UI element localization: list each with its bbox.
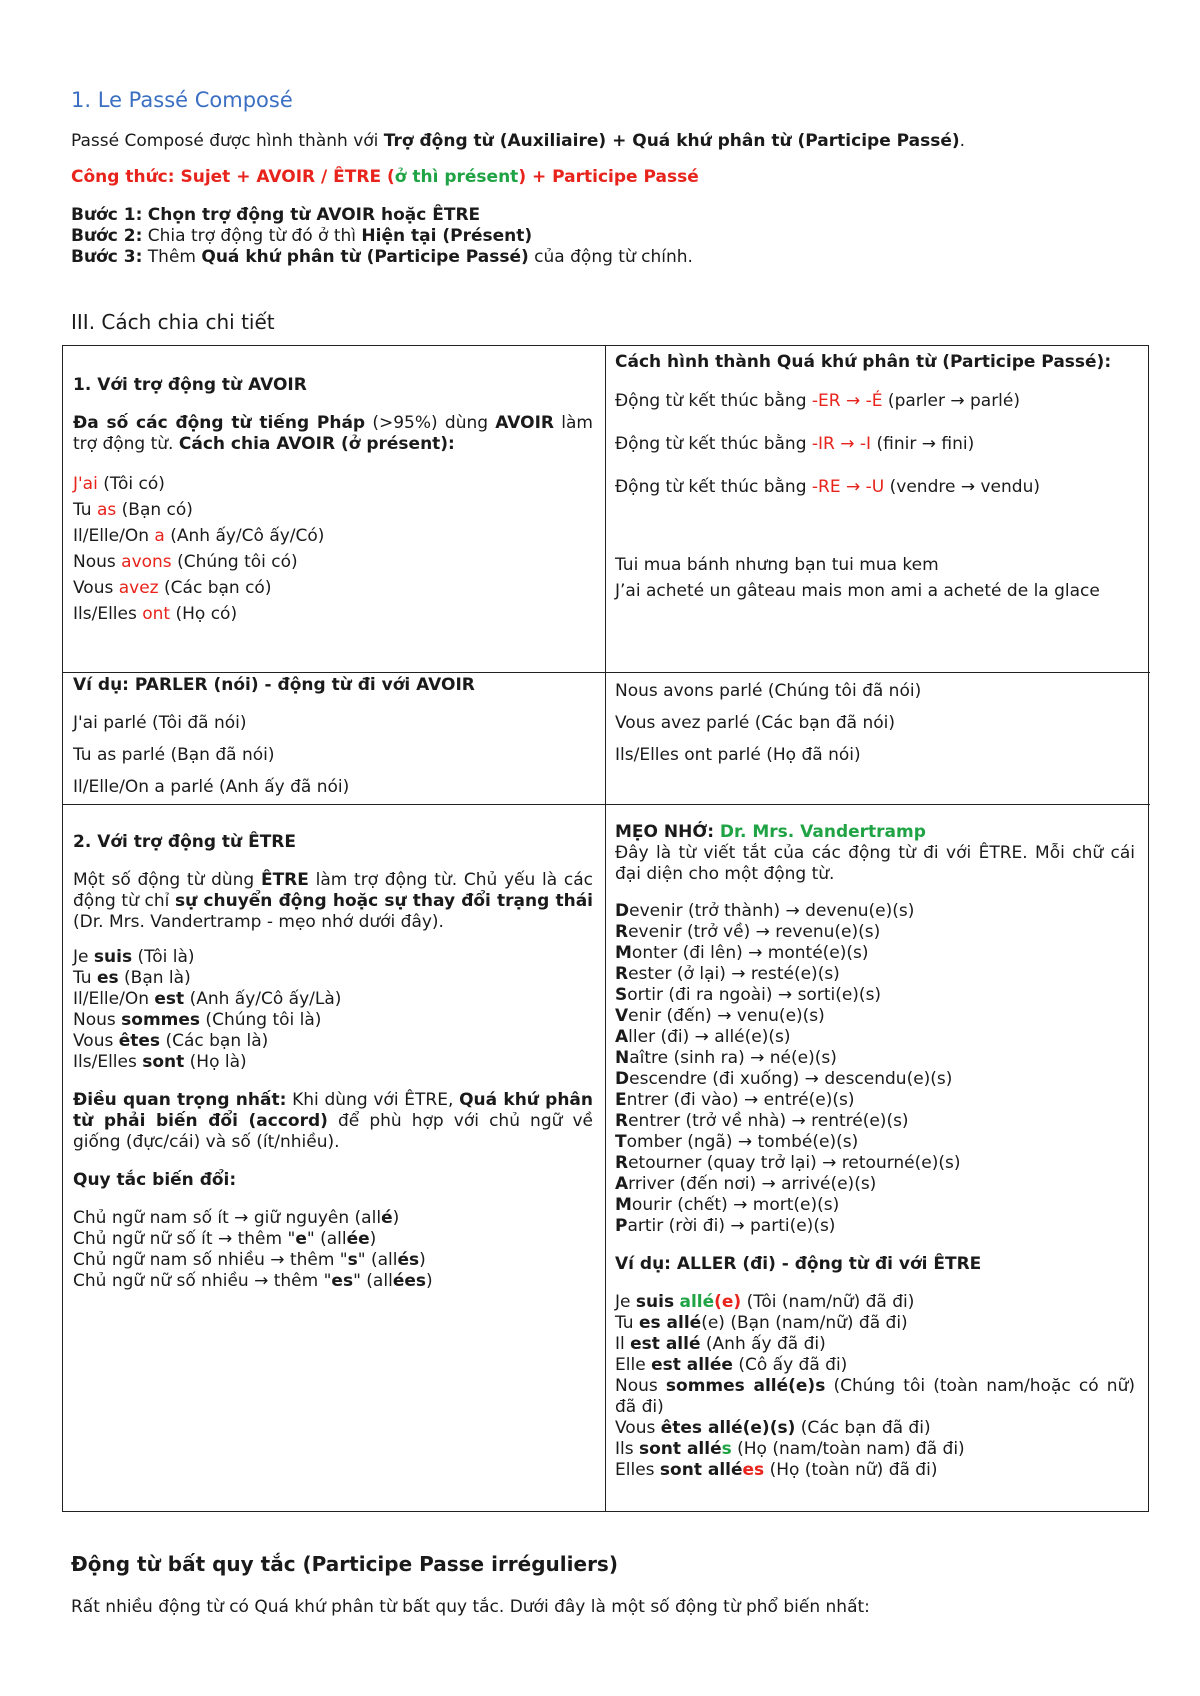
conj-subject: Il/Elle/On <box>73 526 155 546</box>
conj-translation: (Tôi là) <box>132 947 195 967</box>
participle-cell <box>615 352 1135 604</box>
aller-agreement: s <box>721 1439 732 1459</box>
etre-heading: 2. Với trợ động từ ÊTRE <box>73 832 296 852</box>
verb-initial: N <box>615 1048 630 1068</box>
step-text: Chia trợ động từ đó ở thì <box>147 226 362 246</box>
rule-text-end: ) <box>369 1229 377 1249</box>
participle-rule <box>615 477 1135 498</box>
avoir-desc-bold: Đa số các động từ tiếng Pháp <box>73 413 366 433</box>
etre-desc-text3: (Dr. Mrs. Vandertramp - mẹo nhớ dưới đây). <box>73 912 444 932</box>
intro-text: Passé Composé được hình thành với <box>71 131 384 151</box>
rule-text-mid: " (all <box>353 1271 393 1291</box>
conj-verb: es <box>96 968 119 988</box>
conj-verb: suis <box>93 947 133 967</box>
conj-subject: Ils/Elles <box>73 1052 143 1072</box>
etre-conjugation <box>73 947 593 1073</box>
aller-conjugation <box>615 1292 1135 1481</box>
rule-ending: ée <box>346 1229 370 1249</box>
verb-initial: V <box>615 1006 629 1026</box>
section-3-heading: III. Cách chia chi tiết <box>71 310 275 334</box>
conj-verb: êtes <box>118 1031 161 1051</box>
conj-verb: a <box>154 526 165 546</box>
mnemonic-verb <box>615 1048 1135 1069</box>
conj-subject: Tu <box>73 968 97 988</box>
verb-initial: M <box>615 943 632 963</box>
avoir-conjugation <box>73 471 593 627</box>
verb-text: etourner (quay trở lại) → retourné(e)(s) <box>628 1153 961 1173</box>
participle-heading: Cách hình thành Quá khứ phân từ (Participe Passé): <box>615 352 1112 372</box>
formula-tense: ở thì présent <box>394 167 519 187</box>
aller-subject: Elle <box>615 1355 652 1375</box>
agreement-rules <box>73 1208 593 1292</box>
example-fr: J’ai acheté un gâteau mais mon ami a acheté de la glace <box>615 581 1100 601</box>
verb-text: enir (đến) → venu(e)(s) <box>628 1006 825 1026</box>
mnemonic-verb <box>615 964 1135 985</box>
conj-verb: J'ai <box>73 474 98 494</box>
mnemonic-verb <box>615 1174 1135 1195</box>
aller-row <box>615 1376 1135 1418</box>
conj-verb: as <box>96 500 117 520</box>
aller-translation: (Chúng tôi (toàn nam/hoặc có nữ) đã đi) <box>615 1376 1135 1417</box>
step-text-bold: Hiện tại (Présent) <box>361 226 533 246</box>
rule-ending: -ER → -É <box>811 391 883 411</box>
conj-row <box>73 549 593 575</box>
rule-ending: ées <box>392 1271 426 1291</box>
mnemonic-verb <box>615 943 1135 964</box>
parler-example: Tu as parlé (Bạn đã nói) <box>73 745 275 765</box>
rule-suffix: e <box>295 1229 307 1249</box>
important-text: Khi dùng với ÊTRE, <box>286 1090 460 1110</box>
aller-verb: es allé <box>638 1313 702 1333</box>
parler-right-cell <box>615 675 1135 771</box>
parler-example: J'ai parlé (Tôi đã nói) <box>73 713 247 733</box>
section-title-text: Le Passé Composé <box>97 88 293 112</box>
conj-translation: (Anh ấy/Cô ấy/Là) <box>184 989 342 1009</box>
agreement-rule <box>73 1208 593 1229</box>
verb-text: ourir (chết) → mort(e)(s) <box>631 1195 840 1215</box>
conj-row <box>73 968 593 989</box>
step-label: Bước 3: <box>71 247 143 267</box>
mnemonic-verb <box>615 1090 1135 1111</box>
aller-subject: Elles <box>615 1460 660 1480</box>
mnemonic-verb <box>615 901 1135 922</box>
verb-text: entrer (trở về nhà) → rentré(e)(s) <box>628 1111 909 1131</box>
aller-translation: (Họ (toàn nữ) đã đi) <box>764 1460 938 1480</box>
section-title <box>71 88 293 112</box>
verb-text: ortir (đi ra ngoài) → sorti(e)(s) <box>627 985 882 1005</box>
verb-text: ester (ở lại) → resté(e)(s) <box>628 964 840 984</box>
verb-initial: R <box>615 922 629 942</box>
intro-auxiliaire: Trợ động từ (Auxiliaire) <box>383 131 607 151</box>
verb-text: escendre (đi xuống) → descendu(e)(s) <box>629 1069 953 1089</box>
etre-desc-bold: ÊTRE <box>260 870 309 890</box>
conj-subject: Nous <box>73 1010 122 1030</box>
conj-subject: Je <box>73 947 94 967</box>
parler-example: Nous avons parlé (Chúng tôi đã nói) <box>615 681 922 701</box>
aller-verb: sont allé <box>659 1460 743 1480</box>
rule-text: Động từ kết thúc bằng <box>615 391 812 411</box>
table-row-divider <box>62 672 1150 673</box>
conj-row <box>73 947 593 968</box>
step-3 <box>71 247 693 268</box>
verb-text: ntrer (đi vào) → entré(e)(s) <box>626 1090 855 1110</box>
mnemonic-title <box>615 822 1135 843</box>
table-row-divider <box>62 804 1150 805</box>
verb-initial: M <box>615 1195 632 1215</box>
mnemonic-cell <box>615 822 1135 1481</box>
verb-text: rriver (đến nơi) → arrivé(e)(s) <box>628 1174 877 1194</box>
aller-verb: êtes allé(e)(s) <box>660 1418 796 1438</box>
aller-subject: Je <box>615 1292 636 1312</box>
aller-subject: Ils <box>615 1439 639 1459</box>
parler-example: Il/Elle/On a parlé (Anh ấy đã nói) <box>73 777 350 797</box>
conj-translation: (Anh ấy/Cô ấy/Có) <box>164 526 325 546</box>
verb-text: aître (sinh ra) → né(e)(s) <box>629 1048 837 1068</box>
aller-subject: Vous <box>615 1418 661 1438</box>
rule-text-end: ) <box>419 1250 426 1270</box>
conj-row <box>73 989 593 1010</box>
avoir-desc-bold2: AVOIR <box>495 413 555 433</box>
verb-initial: E <box>615 1090 627 1110</box>
avoir-cell <box>73 375 593 627</box>
mnemonic-verb <box>615 1111 1135 1132</box>
rule-suffix: s <box>347 1250 358 1270</box>
rule-text: Chủ ngữ nữ số ít → thêm " <box>73 1229 296 1249</box>
section-number: 1. <box>71 88 92 112</box>
verb-text: artir (rời đi) → parti(e)(s) <box>627 1216 836 1236</box>
important-note <box>73 1090 593 1153</box>
etre-desc-bold2: sự chuyển động hoặc sự thay đổi trạng thái <box>175 891 593 911</box>
verb-initial: R <box>615 1111 629 1131</box>
conj-translation: (Các bạn là) <box>160 1031 269 1051</box>
mnemonic-verb <box>615 1069 1135 1090</box>
formula-end: ) + Participe Passé <box>518 167 699 187</box>
parler-heading: Ví dụ: PARLER (nói) - động từ đi với AVOIR <box>73 675 475 695</box>
conj-verb: sommes <box>121 1010 201 1030</box>
etre-desc-text2: làm trợ động từ. Chủ yếu là các động từ chỉ <box>73 870 593 911</box>
verb-initial: R <box>615 1153 629 1173</box>
step-text: Thêm <box>147 247 202 267</box>
intro-plus: + <box>606 131 633 151</box>
aller-translation: (Cô ấy đã đi) <box>732 1355 848 1375</box>
example-vi: Tui mua bánh nhưng bạn tui mua kem <box>615 555 939 575</box>
verb-text: onter (đi lên) → monté(e)(s) <box>631 943 869 963</box>
verb-initial: S <box>615 985 628 1005</box>
aller-translation: (e) (Bạn (nam/nữ) đã đi) <box>701 1313 908 1333</box>
rule-example: (parler → parlé) <box>882 391 1021 411</box>
conj-row <box>73 1031 593 1052</box>
conj-row <box>73 1052 593 1073</box>
steps-list <box>71 205 693 268</box>
step-label: Bước 1: <box>71 205 143 225</box>
mnemonic-name: Dr. Mrs. Vandertramp <box>719 822 926 842</box>
mnemonic-description: Đây là từ viết tắt của các động từ đi với ÊTRE. Mỗi chữ cái đại diện cho một động từ. <box>615 843 1135 884</box>
rule-text-mid: " (all <box>306 1229 347 1249</box>
rule-example: (vendre → vendu) <box>884 477 1040 497</box>
avoir-description <box>73 413 593 455</box>
rule-text: Chủ ngữ nam số nhiều → thêm " <box>73 1250 348 1270</box>
aller-verb: sont allé <box>639 1439 722 1459</box>
avoir-desc-bold3: Cách chia AVOIR (ở présent): <box>178 434 455 454</box>
aller-heading: Ví dụ: ALLER (đi) - động từ đi với ÊTRE <box>615 1254 982 1274</box>
aller-row <box>615 1313 1135 1334</box>
parler-example: Ils/Elles ont parlé (Họ đã nói) <box>615 745 861 765</box>
parler-left-cell <box>73 675 593 803</box>
rule-text: Chủ ngữ nam số ít → giữ nguyên (all <box>73 1208 382 1228</box>
mnemonic-verb <box>615 1195 1135 1216</box>
aller-subject: Nous <box>615 1376 666 1396</box>
mnemonic-verb <box>615 1216 1135 1237</box>
verb-text: omber (ngã) → tombé(e)(s) <box>626 1132 859 1152</box>
example-sentence <box>615 552 1135 604</box>
aller-row <box>615 1355 1135 1376</box>
conj-subject: Vous <box>73 578 119 598</box>
irregular-description: Rất nhiều động từ có Quá khứ phân từ bất quy tắc. Dưới đây là một số động từ phổ biến nhất: <box>71 1597 870 1617</box>
formula-line <box>71 167 699 187</box>
aller-subject: Tu <box>615 1313 639 1333</box>
aller-agreement: es <box>742 1460 765 1480</box>
conj-row <box>73 1010 593 1031</box>
aller-row <box>615 1460 1135 1481</box>
verb-initial: R <box>615 964 629 984</box>
conj-translation: (Tôi có) <box>97 474 165 494</box>
mnemonic-verb <box>615 1132 1135 1153</box>
verb-initial: P <box>615 1216 628 1236</box>
parler-example: Vous avez parlé (Các bạn đã nói) <box>615 713 895 733</box>
verb-text: evenir (trở thành) → devenu(e)(s) <box>629 901 915 921</box>
conj-verb: avez <box>118 578 159 598</box>
rule-ending: -IR → -I <box>811 434 872 454</box>
etre-desc-text: Một số động từ dùng <box>73 870 261 890</box>
step-2 <box>71 226 693 247</box>
verb-text: evenir (trở về) → revenu(e)(s) <box>628 922 881 942</box>
mnemonic-verb <box>615 1006 1135 1027</box>
agreement-rule <box>73 1229 593 1250</box>
conj-row <box>73 601 593 627</box>
aller-verb: est allé <box>630 1334 701 1354</box>
conj-translation: (Chúng tôi có) <box>171 552 298 572</box>
intro-end: . <box>959 131 966 151</box>
verb-initial: T <box>615 1132 627 1152</box>
rule-example: (finir → fini) <box>871 434 975 454</box>
verb-initial: A <box>615 1174 629 1194</box>
step-text: Chọn trợ động từ AVOIR hoặc ÊTRE <box>147 205 481 225</box>
mnemonic-verb <box>615 1153 1135 1174</box>
rule-text: Động từ kết thúc bằng <box>615 434 812 454</box>
conj-subject: Tu <box>73 500 97 520</box>
aller-row <box>615 1292 1135 1313</box>
conj-subject: Il/Elle/On <box>73 989 155 1009</box>
verb-initial: D <box>615 901 630 921</box>
intro-participe: Quá khứ phân từ (Participe Passé) <box>632 131 960 151</box>
step-1 <box>71 205 693 226</box>
conj-row <box>73 497 593 523</box>
conj-subject: Ils/Elles <box>73 604 143 624</box>
conj-subject: Nous <box>73 552 122 572</box>
formula-label: Công thức: Sujet + AVOIR / ÊTRE ( <box>71 167 395 187</box>
conj-row <box>73 575 593 601</box>
irregular-heading: Động từ bất quy tắc (Participe Passe irréguliers) <box>71 1552 618 1576</box>
conj-translation: (Bạn là) <box>118 968 191 988</box>
conj-verb: avons <box>121 552 172 572</box>
conj-translation: (Họ có) <box>170 604 238 624</box>
aller-translation: (Tôi (nam/nữ) đã đi) <box>741 1292 915 1312</box>
etre-cell <box>73 832 593 1292</box>
aller-translation: (Họ (nam/toàn nam) đã đi) <box>731 1439 965 1459</box>
aller-verb: est allée <box>651 1355 733 1375</box>
rule-ending: és <box>397 1250 420 1270</box>
important-bold: Quá khứ phân từ phải biến đổi (accord) <box>73 1090 593 1131</box>
table-divider <box>605 345 606 1512</box>
aller-row <box>615 1334 1135 1355</box>
aller-subject: Il <box>615 1334 631 1354</box>
parler-list-right <box>615 675 1135 771</box>
rule-ending: -RE → -U <box>811 477 885 497</box>
intro-paragraph <box>71 131 965 151</box>
conj-translation: (Họ là) <box>184 1052 247 1072</box>
aller-translation: (Anh ấy đã đi) <box>700 1334 826 1354</box>
mnemonic-verb <box>615 1027 1135 1048</box>
mnemonic-verb-list <box>615 901 1135 1237</box>
mnemonic-verb <box>615 985 1135 1006</box>
participle-rule <box>615 391 1135 434</box>
avoir-heading: 1. Với trợ động từ AVOIR <box>73 375 307 395</box>
rule-text-end: ) <box>426 1271 433 1291</box>
aller-row <box>615 1439 1135 1460</box>
aller-translation: (Các bạn đã đi) <box>795 1418 931 1438</box>
agreement-rule <box>73 1271 593 1292</box>
conj-translation: (Bạn có) <box>116 500 193 520</box>
step-text-bold: Quá khứ phân từ (Participe Passé) <box>201 247 529 267</box>
parler-list-left <box>73 707 593 803</box>
aller-verb: sommes allé(e)s <box>665 1376 826 1396</box>
step-text-end: của động từ chính. <box>528 247 693 267</box>
mnemonic-label: MẸO NHỚ: <box>615 822 720 842</box>
step-label: Bước 2: <box>71 226 143 246</box>
aller-aux: suis <box>635 1292 675 1312</box>
verb-initial: A <box>615 1027 629 1047</box>
conj-verb: est <box>154 989 185 1009</box>
conj-subject: Vous <box>73 1031 119 1051</box>
conj-translation: (Chúng tôi là) <box>200 1010 322 1030</box>
verb-initial: D <box>615 1069 630 1089</box>
important-text2: để phù hợp với chủ ngữ về giống (đực/cái) và số (ít/nhiều). <box>73 1111 593 1152</box>
mnemonic-verb <box>615 922 1135 943</box>
conj-row <box>73 471 593 497</box>
rule-text: Động từ kết thúc bằng <box>615 477 812 497</box>
rule-suffix: es <box>331 1271 354 1291</box>
conj-row <box>73 523 593 549</box>
conj-translation: (Các bạn có) <box>158 578 272 598</box>
rule-heading: Quy tắc biến đổi: <box>73 1170 237 1190</box>
conj-verb: sont <box>142 1052 185 1072</box>
avoir-desc-text2: làm trợ động từ. <box>73 413 593 454</box>
rule-text: Chủ ngữ nữ số nhiều → thêm " <box>73 1271 332 1291</box>
rule-ending: é <box>381 1208 393 1228</box>
conj-verb: ont <box>142 604 171 624</box>
rule-text-mid: " (all <box>357 1250 398 1270</box>
verb-text: ller (đi) → allé(e)(s) <box>628 1027 791 1047</box>
aller-participle: allé <box>679 1292 715 1312</box>
rule-text-end: ) <box>392 1208 400 1228</box>
avoir-desc-text: (>95%) dùng <box>365 413 496 433</box>
important-label: Điều quan trọng nhất: <box>73 1090 287 1110</box>
agreement-rule <box>73 1250 593 1271</box>
aller-row <box>615 1418 1135 1439</box>
participle-rule <box>615 434 1135 477</box>
etre-description <box>73 870 593 933</box>
aller-agreement: (e) <box>714 1292 742 1312</box>
